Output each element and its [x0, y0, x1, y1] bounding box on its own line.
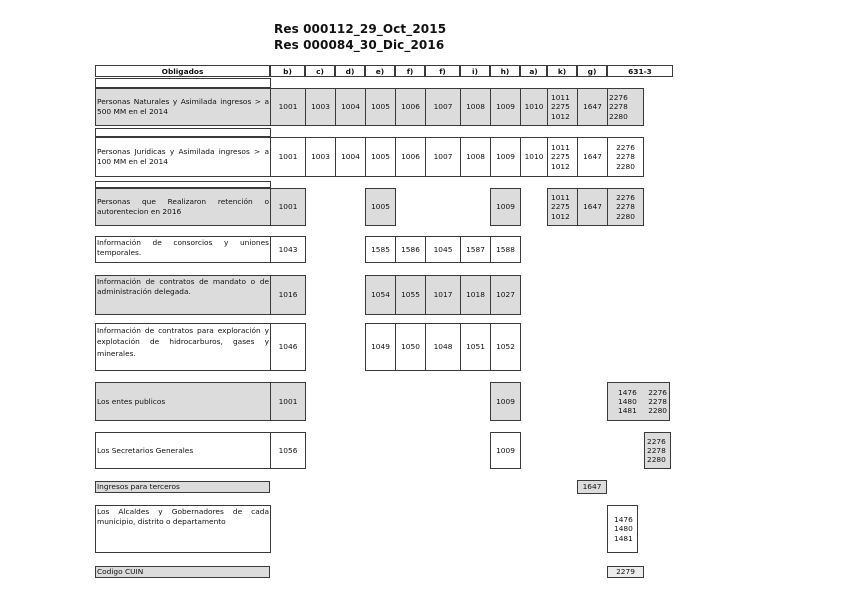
row6-i: 1051: [460, 323, 491, 371]
row2-631-3: 2280: [616, 161, 635, 171]
row6-h: 1052: [490, 323, 521, 371]
row4-b: 1043: [270, 236, 306, 263]
row11-label-text: Codigo CUIN: [97, 567, 144, 577]
title-line-1: Res 000112_29_Oct_2015: [274, 22, 447, 36]
row3-631-2: 2278: [616, 202, 635, 212]
row7-631b-3: 2280: [648, 406, 667, 416]
row2-i: 1008: [460, 137, 491, 177]
row3-label: [95, 188, 271, 226]
row8-631-2: 2278: [647, 445, 666, 455]
row2-label: [95, 137, 271, 177]
row3-631-1: 2276: [616, 193, 635, 203]
header-631-3: 631-3: [607, 65, 673, 77]
row7-h: 1009: [490, 382, 521, 421]
row3-label-text: Personas que Realizaron retención o autorentecion en 2016: [97, 197, 269, 216]
row6-e: 1049: [365, 323, 396, 371]
title-line-2: Res 000084_30_Dic_2016: [274, 38, 445, 52]
row8-label: [95, 432, 271, 469]
header-f1: f): [395, 65, 425, 77]
header-b: b): [270, 65, 305, 77]
row2-631: [607, 137, 644, 177]
row3-e: 1005: [365, 188, 396, 226]
row1-spacer: [95, 78, 271, 88]
row1-k-1: 1011: [551, 93, 570, 103]
row10-label: [95, 505, 271, 553]
row5-h: 1027: [490, 275, 521, 315]
row10-631-2: 1480: [614, 524, 633, 534]
row2-f2: 1007: [425, 137, 461, 177]
row3-k: [547, 188, 578, 226]
row5-f1: 1055: [395, 275, 426, 315]
row1-k-2: 2275: [551, 102, 570, 112]
row2-k-2: 2275: [551, 152, 570, 162]
row2-d: 1004: [335, 137, 366, 177]
header-c: c): [305, 65, 335, 77]
row7-b: 1001: [270, 382, 306, 421]
header-h: h): [490, 65, 520, 77]
row6-f1: 1050: [395, 323, 426, 371]
row3-631-3: 2280: [616, 211, 635, 221]
row4-label: [95, 236, 271, 263]
row7-label: [95, 382, 271, 421]
row1-a: 1010: [520, 88, 548, 126]
row2-k-1: 1011: [551, 143, 570, 153]
row1-i: 1008: [460, 88, 491, 126]
row3-g: 1647: [577, 188, 608, 226]
row2-a: 1010: [520, 137, 548, 177]
header-a: a): [520, 65, 547, 77]
row1-f2: 1007: [425, 88, 461, 126]
row5-label: [95, 275, 271, 315]
row7-631b-2: 2278: [648, 396, 667, 406]
row2-h: 1009: [490, 137, 521, 177]
row8-label-text: Los Secretarios Generales: [97, 445, 194, 455]
row10-label-text: Los Alcaldes y Gobernadores de cada municipio, distrito o departamento: [97, 507, 269, 526]
row8-631: [644, 432, 671, 469]
row4-e: 1585: [365, 236, 396, 263]
row8-631-3: 2280: [647, 455, 666, 465]
row1-e: 1005: [365, 88, 396, 126]
row4-i: 1587: [460, 236, 491, 263]
row1-c: 1003: [305, 88, 336, 126]
row5-label-text: Información de contratos de mandato o de administración delegada.: [97, 277, 269, 296]
row1-k-3: 1012: [551, 111, 570, 121]
row2-631-1: 2276: [616, 143, 635, 153]
row8-b: 1056: [270, 432, 306, 469]
row3-k-2: 2275: [551, 202, 570, 212]
row6-f2: 1048: [425, 323, 461, 371]
row1-h: 1009: [490, 88, 521, 126]
row3-h: 1009: [490, 188, 521, 226]
header-e: e): [365, 65, 395, 77]
header-k: k): [547, 65, 577, 77]
row1-b: 1001: [270, 88, 306, 126]
row7-631a-2: 1480: [618, 396, 637, 406]
row4-f2: 1045: [425, 236, 461, 263]
header-obligados: Obligados: [95, 65, 270, 77]
row5-f2: 1017: [425, 275, 461, 315]
row5-e: 1054: [365, 275, 396, 315]
row7-631a-1: 1476: [618, 387, 637, 397]
row10-631-3: 1481: [614, 533, 633, 543]
row11-631: 2279: [607, 566, 644, 578]
header-g: g): [577, 65, 607, 77]
row10-631-1: 1476: [614, 515, 633, 525]
row3-b: 1001: [270, 188, 306, 226]
row1-631-3: 2280: [609, 111, 628, 121]
header-f2: f): [425, 65, 460, 77]
row2-c: 1003: [305, 137, 336, 177]
row2-k: [547, 137, 578, 177]
row9-label-text: Ingresos para terceros: [97, 482, 180, 492]
row2-g: 1647: [577, 137, 608, 177]
row2-label-text: Personas Jurídicas y Asimilada ingresos > a 100 MM en el 2014: [97, 147, 269, 166]
row3-spacer: [95, 181, 271, 188]
header-d: d): [335, 65, 365, 77]
row8-631-1: 2276: [647, 436, 666, 446]
row4-label-text: Información de consorcios y uniones temporales.: [97, 238, 269, 257]
row3-631: [607, 188, 644, 226]
header-i: i): [460, 65, 490, 77]
row1-d: 1004: [335, 88, 366, 126]
row8-h: 1009: [490, 432, 521, 469]
row2-b: 1001: [270, 137, 306, 177]
row2-f1: 1006: [395, 137, 426, 177]
row6-b: 1046: [270, 323, 306, 371]
row3-k-1: 1011: [551, 193, 570, 203]
row7-label-text: Los entes publicos: [97, 396, 166, 406]
row7-631: [607, 382, 670, 421]
row7-631-left: [618, 388, 637, 416]
row9-g: 1647: [577, 480, 607, 494]
row7-631a-3: 1481: [618, 406, 637, 416]
row1-g: 1647: [577, 88, 608, 126]
row1-label-text: Personas Naturales y Asimilada ingresos > a 500 MM en el 2014: [97, 97, 269, 116]
row3-k-3: 1012: [551, 211, 570, 221]
row2-e: 1005: [365, 137, 396, 177]
row2-spacer: [95, 128, 271, 137]
row2-631-2: 2278: [616, 152, 635, 162]
row9-label: [95, 481, 270, 493]
row4-f1: 1586: [395, 236, 426, 263]
row1-f1: 1006: [395, 88, 426, 126]
row1-631: [607, 88, 644, 126]
row1-k: [547, 88, 578, 126]
row10-631: [607, 505, 638, 553]
row2-k-3: 1012: [551, 161, 570, 171]
row1-631-2: 2278: [609, 102, 628, 112]
row7-631b-1: 2276: [648, 387, 667, 397]
row6-label: [95, 323, 271, 371]
row5-b: 1016: [270, 275, 306, 315]
row6-label-text: Información de contratos para exploración y explotación de hidrocarburos, gases y minerales.: [97, 326, 269, 358]
row5-i: 1018: [460, 275, 491, 315]
row11-label: [95, 566, 270, 578]
row4-h: 1588: [490, 236, 521, 263]
row1-631-1: 2276: [609, 93, 628, 103]
row7-631-right: [648, 388, 667, 416]
row1-label: [95, 88, 271, 126]
